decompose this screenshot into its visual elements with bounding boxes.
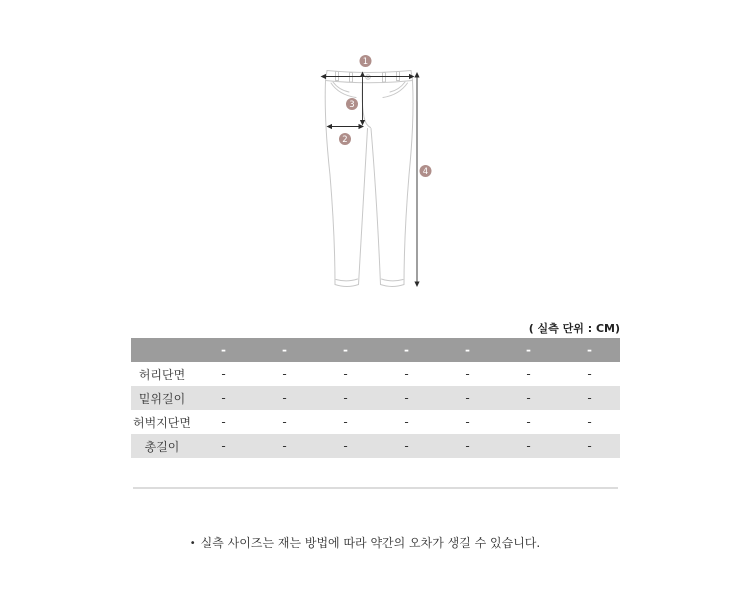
marker-3-number: 3	[349, 100, 355, 110]
arrow-head-left	[321, 74, 327, 79]
row-label: 허벅지단면	[133, 415, 191, 430]
row-label: 허리단면	[138, 367, 186, 382]
size-table	[131, 338, 620, 458]
left-cuff-line	[336, 279, 358, 281]
table-cell: -	[465, 367, 470, 381]
table-header-row	[131, 338, 620, 362]
measure-marker-1	[360, 55, 372, 67]
left-pocket-inner	[333, 82, 349, 92]
belt-loop	[336, 72, 339, 81]
header-cell: -	[343, 343, 348, 357]
table-row-total-length	[131, 434, 620, 458]
header-cell: -	[587, 343, 592, 357]
header-cell: -	[404, 343, 409, 357]
table-cell: -	[404, 415, 409, 429]
right-pocket-inner	[390, 82, 405, 92]
arrow-head-down	[414, 282, 419, 288]
table-cell: -	[526, 439, 531, 453]
table-cell: -	[465, 439, 470, 453]
row-label: 총길이	[144, 439, 180, 454]
table-cell: -	[343, 391, 348, 405]
table-row-rise	[131, 386, 620, 410]
measure-marker-2	[339, 133, 351, 145]
measure-marker-4	[420, 165, 432, 177]
divider	[133, 487, 618, 489]
footnote	[0, 534, 730, 551]
table-cell: -	[282, 415, 287, 429]
right-outer-seam	[404, 81, 413, 285]
table-cell: -	[343, 439, 348, 453]
table-cell: -	[282, 367, 287, 381]
arrow-head-left	[327, 124, 333, 129]
table-row-thigh	[131, 410, 620, 434]
belt-loop	[397, 72, 400, 81]
header-cell: -	[526, 343, 531, 357]
table-cell: -	[465, 415, 470, 429]
right-hem	[381, 285, 405, 287]
header-cell: -	[465, 343, 470, 357]
table-cell: -	[343, 415, 348, 429]
button	[366, 75, 371, 80]
footnote-bullet: •	[189, 538, 196, 549]
marker-4-number: 4	[422, 167, 429, 177]
table-cell: -	[221, 439, 226, 453]
marker-1-number: 1	[362, 57, 369, 67]
table-cell: -	[404, 439, 409, 453]
table-cell: -	[587, 391, 592, 405]
table-cell: -	[221, 415, 226, 429]
pants-outline-drawing	[325, 71, 413, 287]
left-inseam	[359, 129, 368, 285]
right-cuff-line	[382, 279, 404, 281]
table-cell: -	[526, 415, 531, 429]
unit-label: ( 실측 단위 : CM)	[528, 322, 620, 335]
arrow-head-right	[359, 124, 365, 129]
row-label: 밑위길이	[138, 391, 186, 406]
table-cell: -	[221, 391, 226, 405]
table-cell: -	[343, 367, 348, 381]
table-cell: -	[587, 367, 592, 381]
table-cell: -	[404, 367, 409, 381]
arrow-head-down	[360, 120, 365, 126]
left-hem	[335, 285, 359, 287]
table-cell: -	[221, 367, 226, 381]
header-cell: -	[221, 343, 226, 357]
table-cell: -	[465, 391, 470, 405]
table-cell: -	[587, 415, 592, 429]
table-cell: -	[282, 391, 287, 405]
belt-loop	[350, 73, 353, 83]
table-cell: -	[404, 391, 409, 405]
table-row-waist	[131, 362, 620, 386]
table-cell: -	[526, 367, 531, 381]
header-cell: -	[282, 343, 287, 357]
table-cell: -	[282, 439, 287, 453]
measure-marker-3	[346, 98, 358, 110]
left-outer-seam	[325, 81, 335, 285]
table-cell: -	[587, 439, 592, 453]
pants-measurement-diagram	[305, 45, 450, 300]
table-cell: -	[526, 391, 531, 405]
belt-loop	[383, 73, 386, 83]
right-inseam	[371, 129, 381, 285]
footnote-text: 실측 사이즈는 재는 방법에 따라 약간의 오차가 생길 수 있습니다.	[200, 536, 541, 550]
marker-2-number: 2	[342, 135, 348, 145]
arrow-head-up	[414, 72, 419, 78]
